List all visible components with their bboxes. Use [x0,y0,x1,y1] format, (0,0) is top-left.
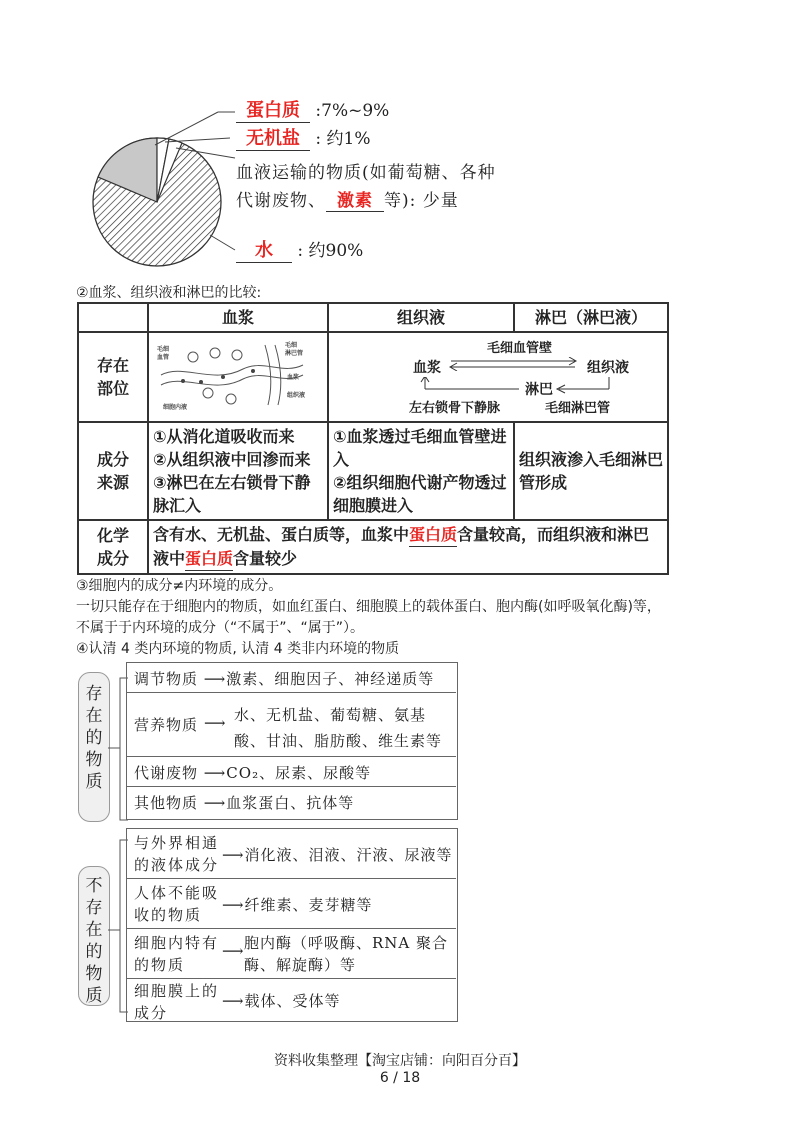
transport-line2 [236,186,459,212]
divider [127,878,456,879]
svg-text:血浆: 血浆 [287,374,300,381]
chemistry-cell [148,520,668,574]
transport-line1: 血液运输的物质(如葡萄糖、各种 [236,163,496,183]
plasma-source-3: ③淋巴在左右锁骨下静脉汇入 [153,473,311,515]
header-plasma: 血浆 [148,303,328,332]
flow-diagram [329,335,667,419]
pie-water-row [236,236,363,263]
not-env-items-4: 载体、受体等 [244,992,341,1010]
tissue-source-cell [328,422,514,520]
not-env-cat-3: 细胞内特有的物质 [134,934,220,974]
arrow-icon: ⟶ [222,942,245,960]
row-label-chemistry: 化学 成分 [78,520,148,574]
flow-lymph-vessel: 毛细淋巴管 [545,401,611,416]
chem-red-1: 蛋白质 [409,523,457,547]
section3-line4: ④认清 4 类内环境的物质, 认清 4 类非内环境的物质 [76,641,400,657]
not-env-cat-4: 细胞膜上的成分 [134,982,220,1022]
svg-text:淋巴管: 淋巴管 [285,350,304,357]
table-row-location [78,332,668,422]
divider [127,786,456,787]
table-row-chemistry [78,520,668,574]
section2-title: ②血浆、组织液和淋巴的比较: [76,285,262,301]
row-label-source: 成分 来源 [78,422,148,520]
capillary-diagram-icon [153,335,321,413]
not-env-group-label [78,866,110,1006]
svg-text:血管: 血管 [157,354,170,361]
water-value: : 约90% [297,241,364,261]
plasma-source-1: ①从消化道吸收而来 [153,427,295,446]
not-env-items-2: 纤维素、麦芽糖等 [244,896,373,914]
protein-value: :7%~9% [315,101,390,121]
section3-line1: ③细胞内的成分≠内环境的成分。 [76,578,283,594]
transport-text-b: 等): 少量 [384,191,459,211]
not-env-items-3: 胞内酶（呼吸酶、RNA 聚合酶、解旋酶）等 [244,934,449,974]
not-env-row-4: ⟶载体、受体等 [222,992,341,1010]
section3-line3: 不属于于内环境的成分（“不属于”、“属于”）。 [76,620,365,636]
not-env-row-2: ⟶纤维素、麦芽糖等 [222,896,373,914]
flow-plasma: 血浆 [413,360,441,376]
svg-text:组织液: 组织液 [287,392,306,399]
not-env-cat-1: 与外界相通的液体成分 [134,834,220,874]
divider [127,756,456,757]
chem-text-b: 含量较高，而组织液和淋巴液中 [153,525,650,568]
header-empty [78,303,148,332]
flow-tissue: 组织液 [587,360,629,376]
pie-chart [90,90,250,280]
hormone-label: 激素 [326,186,384,212]
location-flow-diagram [328,332,668,422]
chem-text-a: 含有水、无机盐、蛋白质等，血浆中 [153,525,410,544]
chem-text-c: 含量较少 [233,549,298,568]
in-env-cat-2: 营养物质 [134,716,199,734]
location-plasma-diagram [148,332,328,422]
table-header-row [78,303,668,332]
not-env-cat-2: 人体不能吸收的物质 [134,884,220,924]
tissue-source-1: ①血浆透过毛细血管壁进入 [333,427,507,469]
plasma-source-2: ②从组织液中回渗而来 [153,450,311,469]
not-env-label-text: 不存在的物质 [85,876,103,1006]
divider [127,978,456,979]
flow-lymph: 淋巴 [525,382,553,398]
in-env-row-1: 调节物质 ⟶激素、细胞因子、神经递质等 [134,670,435,688]
in-env-cat-3: 代谢废物 [134,764,199,782]
section3 [76,576,736,660]
divider [127,692,456,693]
lymph-source-cell: 组织液渗入毛细淋巴管形成 [514,422,668,520]
protein-label: 蛋白质 [236,96,310,123]
not-env-items-1: 消化液、泪液、汗液、尿液等 [244,846,453,864]
pie-salt-row [236,124,371,151]
in-env-group-label [78,672,110,822]
header-tissue: 组织液 [328,303,514,332]
table-row-source [78,422,668,520]
in-env-items-3: CO₂、尿素、尿酸等 [226,764,372,782]
in-env-label-text: 存在的物质 [85,684,103,792]
svg-text:毛细: 毛细 [157,346,170,353]
svg-text:毛细: 毛细 [285,342,298,349]
section3-line2: 一切只能存在于细胞内的物质，如血红蛋白、细胞膜上的载体蛋白、胞内酶(如呼吸氧化酶)等， [76,599,661,615]
salt-value: : 约1% [315,129,371,149]
comparison-table [77,302,669,575]
double-arrow-icon [449,357,579,371]
in-env-items-1: 激素、细胞因子、神经递质等 [226,670,435,688]
in-env-items-4: 血浆蛋白、抗体等 [226,794,355,812]
in-env-items-2: 水、无机盐、葡萄糖、氨基酸、甘油、脂肪酸、维生素等 [234,706,443,750]
transport-text-a: 代谢废物、 [236,191,326,211]
flow-capillary-wall: 毛细血管壁 [487,341,553,356]
row-label-location: 存在 部位 [78,332,148,422]
plasma-source-cell [148,422,328,520]
not-env-row-1: ⟶消化液、泪液、汗液、尿液等 [222,846,453,864]
tissue-source-2: ②组织细胞代谢产物透过细胞膜进入 [333,473,507,515]
pie-protein-row [236,96,389,123]
divider [127,928,456,929]
footer-source: 资料收集整理【淘宝店铺：向阳百分百】 [274,1053,526,1069]
in-env-cat-4: 其他物质 [134,794,199,812]
in-env-row-3: 代谢废物 ⟶CO₂、尿素、尿酸等 [134,764,372,782]
arrow-icon: ⟶ [204,714,227,732]
water-label: 水 [236,236,292,263]
header-lymph: 淋巴（淋巴液） [514,303,668,332]
page-number: 6 / 18 [379,1070,421,1086]
salt-label: 无机盐 [236,124,310,151]
chem-red-2: 蛋白质 [185,547,233,571]
in-env-cat-1: 调节物质 [134,670,199,688]
flow-vein: 左右锁骨下静脉 [409,401,501,416]
in-env-row-4: 其他物质 ⟶血浆蛋白、抗体等 [134,794,355,812]
svg-text:细胞内液: 细胞内液 [163,404,188,411]
